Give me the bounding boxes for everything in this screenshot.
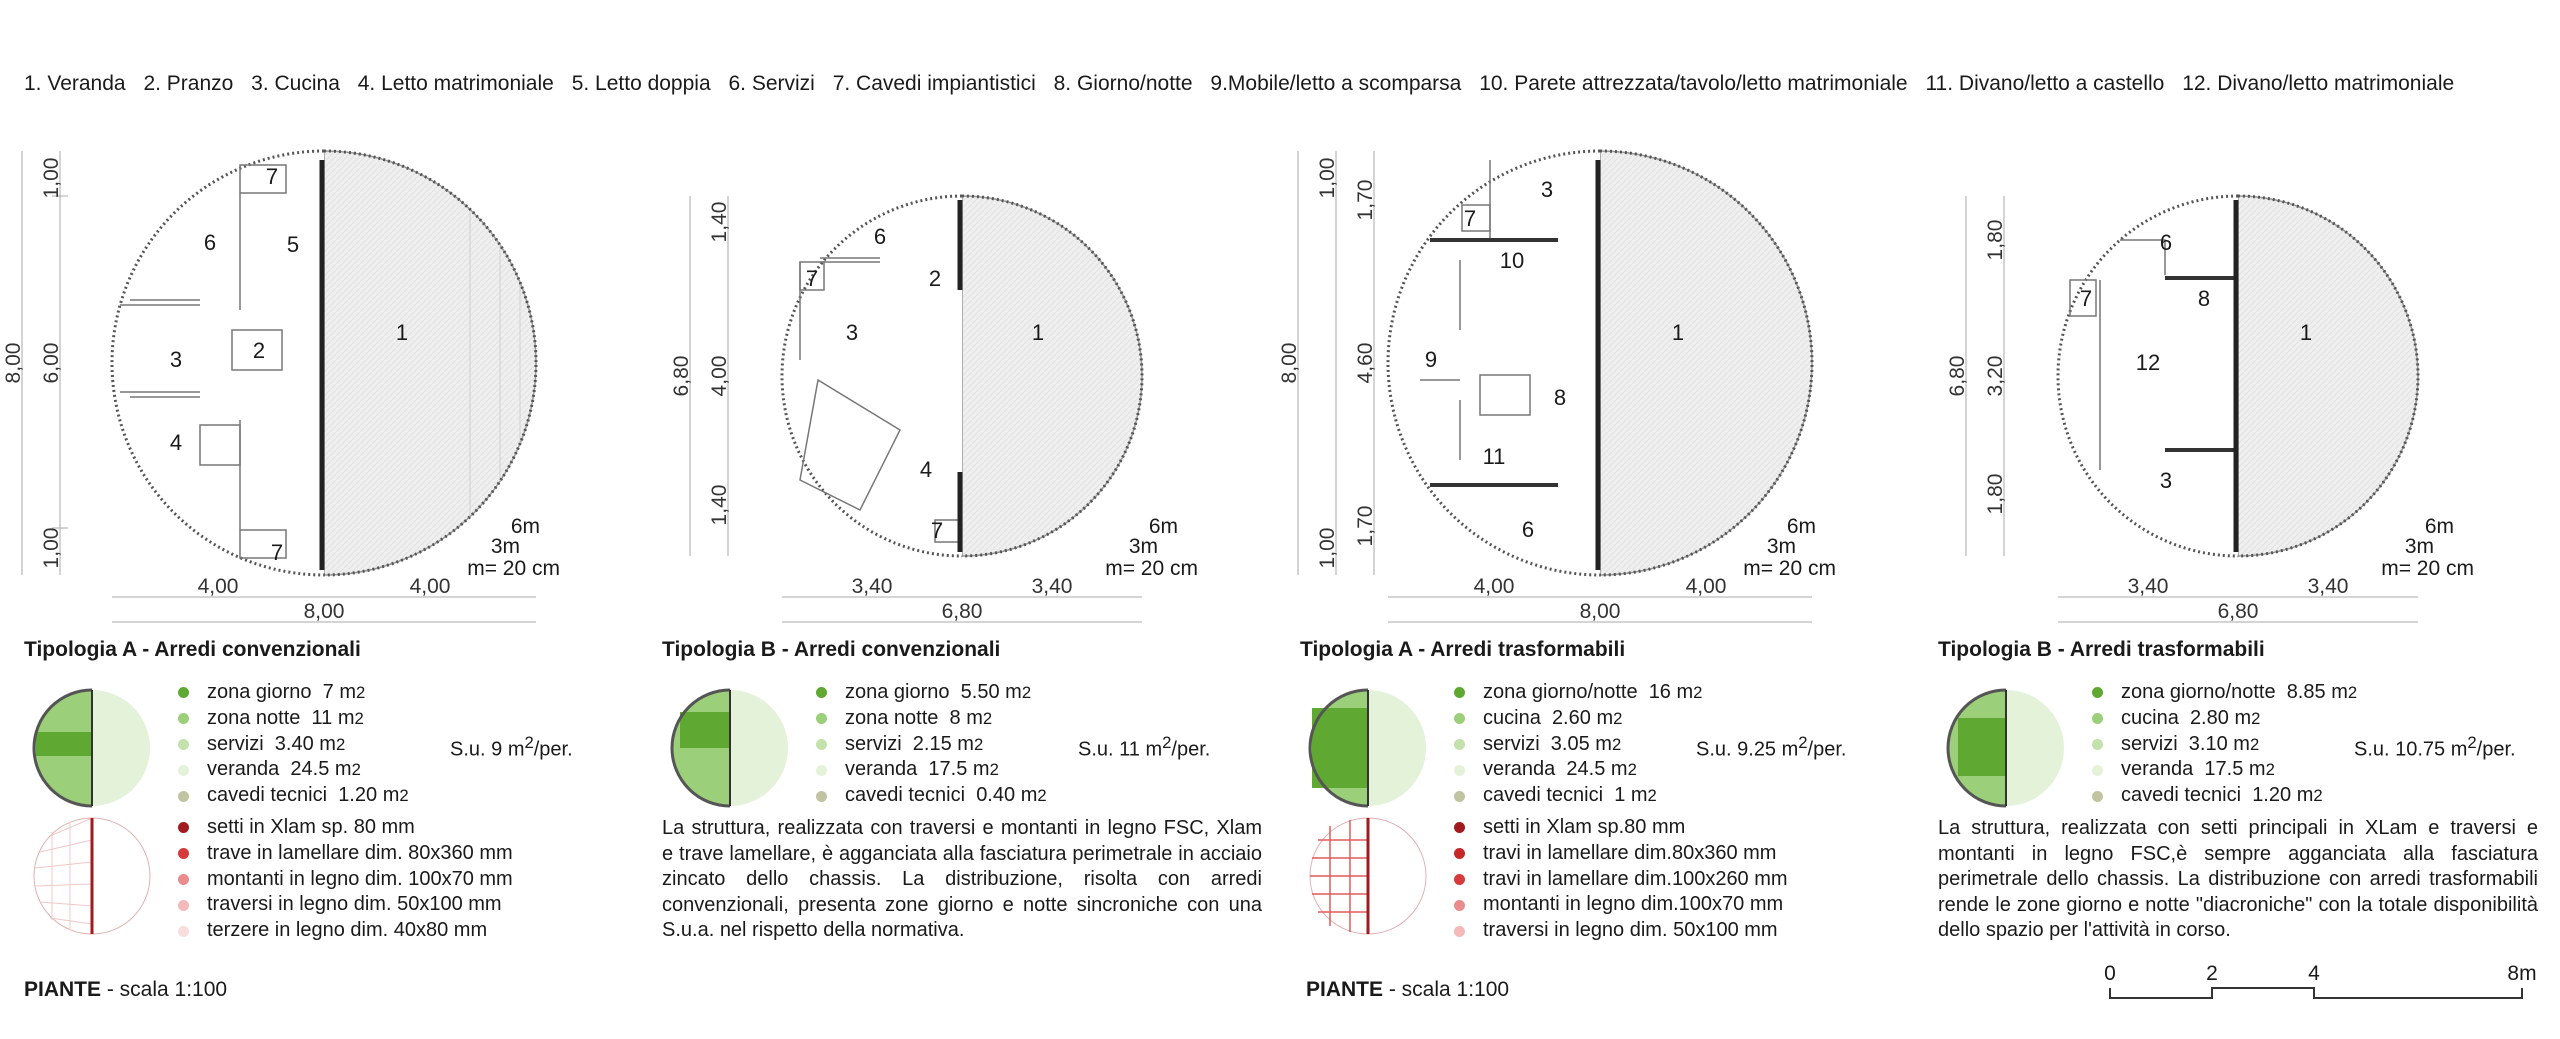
- dimension-label: 8,00: [303, 600, 345, 623]
- structure-color-dot: [1454, 926, 1465, 937]
- zone-diagram-a1: [34, 690, 150, 806]
- dimension-label: 1,80: [1984, 473, 2007, 515]
- dimension-label: 3,40: [2127, 575, 2169, 598]
- structure-row: travi in lamellare dim.80x360 mm: [1454, 841, 1788, 867]
- room-number: 6: [1521, 517, 1535, 542]
- dimension-label: 1,00: [40, 527, 63, 569]
- legend-item: 8. Giorno/notte: [1053, 72, 1193, 95]
- dimension-label: 3,40: [2307, 575, 2349, 598]
- veranda-area: [1600, 151, 1812, 575]
- dimension-label: 1,00: [40, 157, 63, 199]
- structure-diagram-a1: [34, 818, 150, 934]
- zone-color-dot: [1454, 687, 1465, 698]
- structure-color-dot: [178, 900, 189, 911]
- scale-label: m= 20 cm: [467, 557, 560, 580]
- legend-item: 3. Cucina: [251, 72, 340, 95]
- su-per-person: S.u. 9.25 $m^2$/per.: [1696, 733, 1847, 761]
- zone-color-dot: [178, 713, 189, 724]
- surface-row: cavedi tecnici 1 m 2: [1454, 783, 1788, 809]
- room-number: 8: [1553, 385, 1567, 410]
- structure-row: setti in Xlam sp.80 mm: [1454, 815, 1788, 841]
- structure-row: travi in lamellare dim.100x260 mm: [1454, 867, 1788, 893]
- room-number: 7: [2079, 286, 2093, 311]
- scale-tick: 4: [2308, 962, 2320, 985]
- surface-row: servizi 3.05 m 2: [1454, 732, 1788, 758]
- plan-tipologia-a-trasformabili: [1278, 151, 1836, 623]
- surface-row: zona giorno/notte 16 m 2: [1454, 680, 1788, 706]
- room-number: 3: [1540, 177, 1554, 202]
- legend-item: 5. Letto doppia: [571, 72, 711, 95]
- room-number: 7: [930, 518, 944, 543]
- zone-color-dot: [2092, 713, 2103, 724]
- room-number: 1: [2299, 320, 2313, 345]
- dimension-label: 3,40: [851, 575, 893, 598]
- dimension-label: 4,00: [1473, 575, 1515, 598]
- zone-color-dot: [178, 791, 189, 802]
- surface-row: servizi 3.40 m 2: [178, 732, 513, 758]
- surface-row: cucina 2.60 m 2: [1454, 706, 1788, 732]
- room-number: 3: [2159, 468, 2173, 493]
- dimension-label: 8,00: [1579, 600, 1621, 623]
- dimension-label: 4,00: [197, 575, 239, 598]
- zone-diagram-b2: [1948, 690, 2064, 806]
- scale-label: 6m: [1148, 515, 1178, 538]
- dimension-label: 4,00: [1685, 575, 1727, 598]
- dimension-label: 4,00: [409, 575, 451, 598]
- dimension-label: 8,00: [1278, 342, 1301, 384]
- room-number: 1: [1671, 320, 1685, 345]
- scale-label: m= 20 cm: [1105, 557, 1198, 580]
- room-number: 3: [845, 320, 859, 345]
- room-number: 8: [2197, 286, 2211, 311]
- structure-row: traversi in legno dim. 50x100 mm: [178, 892, 513, 918]
- room-number: 6: [203, 230, 217, 255]
- scale-label: m= 20 cm: [1743, 557, 1836, 580]
- scale-label: 3m: [1128, 535, 1158, 558]
- zone-color-dot: [816, 765, 827, 776]
- su-per-person: S.u. 11 $m^2$/per.: [1078, 733, 1211, 761]
- plan-tipologia-b-trasformabili: [1946, 196, 2474, 623]
- surface-list-b2: [2092, 680, 2357, 809]
- zone-color-dot: [1454, 791, 1465, 802]
- zone-color-dot: [816, 791, 827, 802]
- structure-row: montanti in legno dim.100x70 mm: [1454, 892, 1788, 918]
- structure-color-dot: [1454, 874, 1465, 885]
- dimension-label: 6,80: [670, 355, 693, 397]
- zone-diagram-a2: [1310, 690, 1426, 806]
- surface-row: cucina 2.80 m 2: [2092, 706, 2357, 732]
- surface-row: zona giorno 5.50 m 2: [816, 680, 1047, 706]
- room-number: 6: [2159, 230, 2173, 255]
- legend-item: 7. Cavedi impiantistici: [832, 72, 1036, 95]
- room-number: 2: [928, 266, 942, 291]
- scale-label: 3m: [490, 535, 520, 558]
- panel-title: Tipologia B - Arredi convenzionali: [662, 638, 1001, 661]
- dimension-label: 3,20: [1984, 355, 2007, 397]
- su-per-person: S.u. 9 $m^2$/per.: [450, 733, 573, 761]
- zone-color-dot: [2092, 687, 2103, 698]
- room-number: 10: [1499, 248, 1525, 273]
- legend-item: 10. Parete attrezzata/tavolo/letto matrimoniale: [1479, 72, 1908, 95]
- dimension-label: 1,70: [1354, 179, 1377, 221]
- graphic-scale-bar: [2110, 988, 2522, 998]
- panel-title: Tipologia A - Arredi trasformabili: [1300, 638, 1626, 661]
- zone-color-dot: [1454, 713, 1465, 724]
- dimension-label: 1,40: [708, 484, 731, 526]
- zone-color-dot: [1454, 739, 1465, 750]
- scale-tick: 0: [2104, 962, 2116, 985]
- room-number: 3: [169, 347, 183, 372]
- structure-color-dot: [178, 848, 189, 859]
- dimension-label: 8,00: [2, 342, 25, 384]
- dimension-label: 1,00: [1316, 527, 1339, 569]
- veranda-area: [324, 151, 536, 575]
- zone-color-dot: [816, 687, 827, 698]
- dimension-label: 6,80: [941, 600, 983, 623]
- legend-item: 2. Pranzo: [143, 72, 234, 95]
- room-number: 7: [1463, 206, 1477, 231]
- room-number: 1: [1031, 320, 1045, 345]
- zone-diagram-b1: [672, 690, 788, 806]
- scale-tick: 2: [2206, 962, 2218, 985]
- dimension-label: 4,60: [1354, 342, 1377, 384]
- veranda-area: [962, 196, 1142, 556]
- scale-label: 3m: [1766, 535, 1796, 558]
- surface-row: veranda 24.5 m 2: [1454, 757, 1788, 783]
- room-number: 1: [395, 320, 409, 345]
- structure-row: traversi in legno dim. 50x100 mm: [1454, 918, 1788, 944]
- surface-row: cavedi tecnici 0.40 m 2: [816, 783, 1047, 809]
- surface-list-a1: [178, 680, 513, 944]
- description-text: La struttura, realizzata con setti principali in XLam e traversi e montanti in legno FSC,è sempre agganciata alla fasciatura perimetrale dello chassis. La distribuzione con arredi trasformabili rende le zone giorno e notte "diacroniche" con la totale disponibilità dello spazio per l'attività in corso.: [1938, 817, 2538, 941]
- plans-scale-label: PIANTE - scala 1:100: [24, 978, 228, 1001]
- room-number: 11: [1482, 444, 1506, 469]
- dimension-label: 4,00: [708, 355, 731, 397]
- zone-color-dot: [816, 713, 827, 724]
- zone-color-dot: [2092, 765, 2103, 776]
- legend-item: 4. Letto matrimoniale: [357, 72, 554, 95]
- zone-color-dot: [178, 739, 189, 750]
- structure-color-dot: [1454, 848, 1465, 859]
- room-number: 9: [1424, 347, 1438, 372]
- scale-label: m= 20 cm: [2381, 557, 2474, 580]
- room-number: 5: [286, 232, 300, 257]
- room-number: 7: [805, 266, 819, 291]
- zone-color-dot: [816, 739, 827, 750]
- surface-list-b1: [816, 680, 1047, 809]
- scale-label: 6m: [2424, 515, 2454, 538]
- surface-row: veranda 17.5 m 2: [816, 757, 1047, 783]
- room-number: 7: [270, 540, 284, 565]
- room-number: 7: [265, 164, 279, 189]
- structure-row: terzere in legno dim. 40x80 mm: [178, 918, 513, 944]
- zone-color-dot: [1454, 765, 1465, 776]
- legend-item: 1. Veranda: [24, 72, 126, 95]
- scale-label: 3m: [2404, 535, 2434, 558]
- dimension-label: 6,00: [40, 342, 63, 384]
- dimension-label: 1,00: [1316, 157, 1339, 199]
- scale-label: 6m: [1786, 515, 1816, 538]
- room-number: 6: [873, 224, 887, 249]
- room-number: 4: [169, 430, 183, 455]
- structure-color-dot: [1454, 900, 1465, 911]
- surface-row: zona giorno 7 m 2: [178, 680, 513, 706]
- structure-color-dot: [178, 926, 189, 937]
- su-per-person: S.u. 10.75 $m^2$/per.: [2354, 733, 2516, 761]
- dimension-label: 1,80: [1984, 219, 2007, 261]
- veranda-area: [2238, 196, 2418, 556]
- dimension-label: 1,70: [1354, 505, 1377, 547]
- dimension-label: 1,40: [708, 201, 731, 243]
- plan-tipologia-a-convenzionali: [2, 150, 560, 623]
- structure-row: setti in Xlam sp. 80 mm: [178, 815, 513, 841]
- structure-color-dot: [178, 874, 189, 885]
- surface-row: cavedi tecnici 1.20 m 2: [2092, 783, 2357, 809]
- legend-item: 9.Mobile/letto a scomparsa: [1210, 72, 1462, 95]
- zone-color-dot: [178, 765, 189, 776]
- surface-row: servizi 3.10 m 2: [2092, 732, 2357, 758]
- surface-row: zona notte 11 m 2: [178, 706, 513, 732]
- dimension-label: 3,40: [1031, 575, 1073, 598]
- structure-diagram-a2: [1310, 818, 1426, 934]
- description-text: La struttura, realizzata con traversi e montanti in legno FSC, Xlam e trave lamellare, è agganciata alla fasciatura perimetrale in acciaio zincato dello chassis. La distribuzione, risolta con arredi convenzionali, presenta zone giorno e notte sincroniche con una S.u.a. nel rispetto della normativa.: [662, 817, 1262, 941]
- scale-label: 6m: [510, 515, 540, 538]
- room-number: 2: [252, 338, 266, 363]
- dimension-label: 6,80: [1946, 355, 1969, 397]
- room-number: 12: [2135, 350, 2161, 375]
- zone-color-dot: [2092, 739, 2103, 750]
- panel-title: Tipologia A - Arredi convenzionali: [24, 638, 361, 661]
- structure-color-dot: [178, 822, 189, 833]
- plans-scale-label: PIANTE - scala 1:100: [1306, 978, 1510, 1001]
- panel-title: Tipologia B - Arredi trasformabili: [1938, 638, 2265, 661]
- surface-row: servizi 2.15 m 2: [816, 732, 1047, 758]
- legend-item: 6. Servizi: [728, 72, 815, 95]
- surface-row: zona notte 8 m 2: [816, 706, 1047, 732]
- structure-row: trave in lamellare dim. 80x360 mm: [178, 841, 513, 867]
- plan-tipologia-b-convenzionali: [670, 196, 1198, 623]
- legend-item: 11. Divano/letto a castello: [1925, 72, 2165, 95]
- surface-row: zona giorno/notte 8.85 m 2: [2092, 680, 2357, 706]
- surface-row: cavedi tecnici 1.20 m 2: [178, 783, 513, 809]
- scale-tick: 8m: [2507, 962, 2537, 985]
- structure-row: montanti in legno dim. 100x70 mm: [178, 867, 513, 893]
- zone-color-dot: [178, 687, 189, 698]
- room-number: 4: [919, 457, 933, 482]
- surface-list-a2: [1454, 680, 1788, 944]
- dimension-label: 6,80: [2217, 600, 2259, 623]
- legend-item: 12. Divano/letto matrimoniale: [2182, 72, 2455, 95]
- surface-row: veranda 24.5 m 2: [178, 757, 513, 783]
- structure-color-dot: [1454, 822, 1465, 833]
- zone-color-dot: [2092, 791, 2103, 802]
- surface-row: veranda 17.5 m 2: [2092, 757, 2357, 783]
